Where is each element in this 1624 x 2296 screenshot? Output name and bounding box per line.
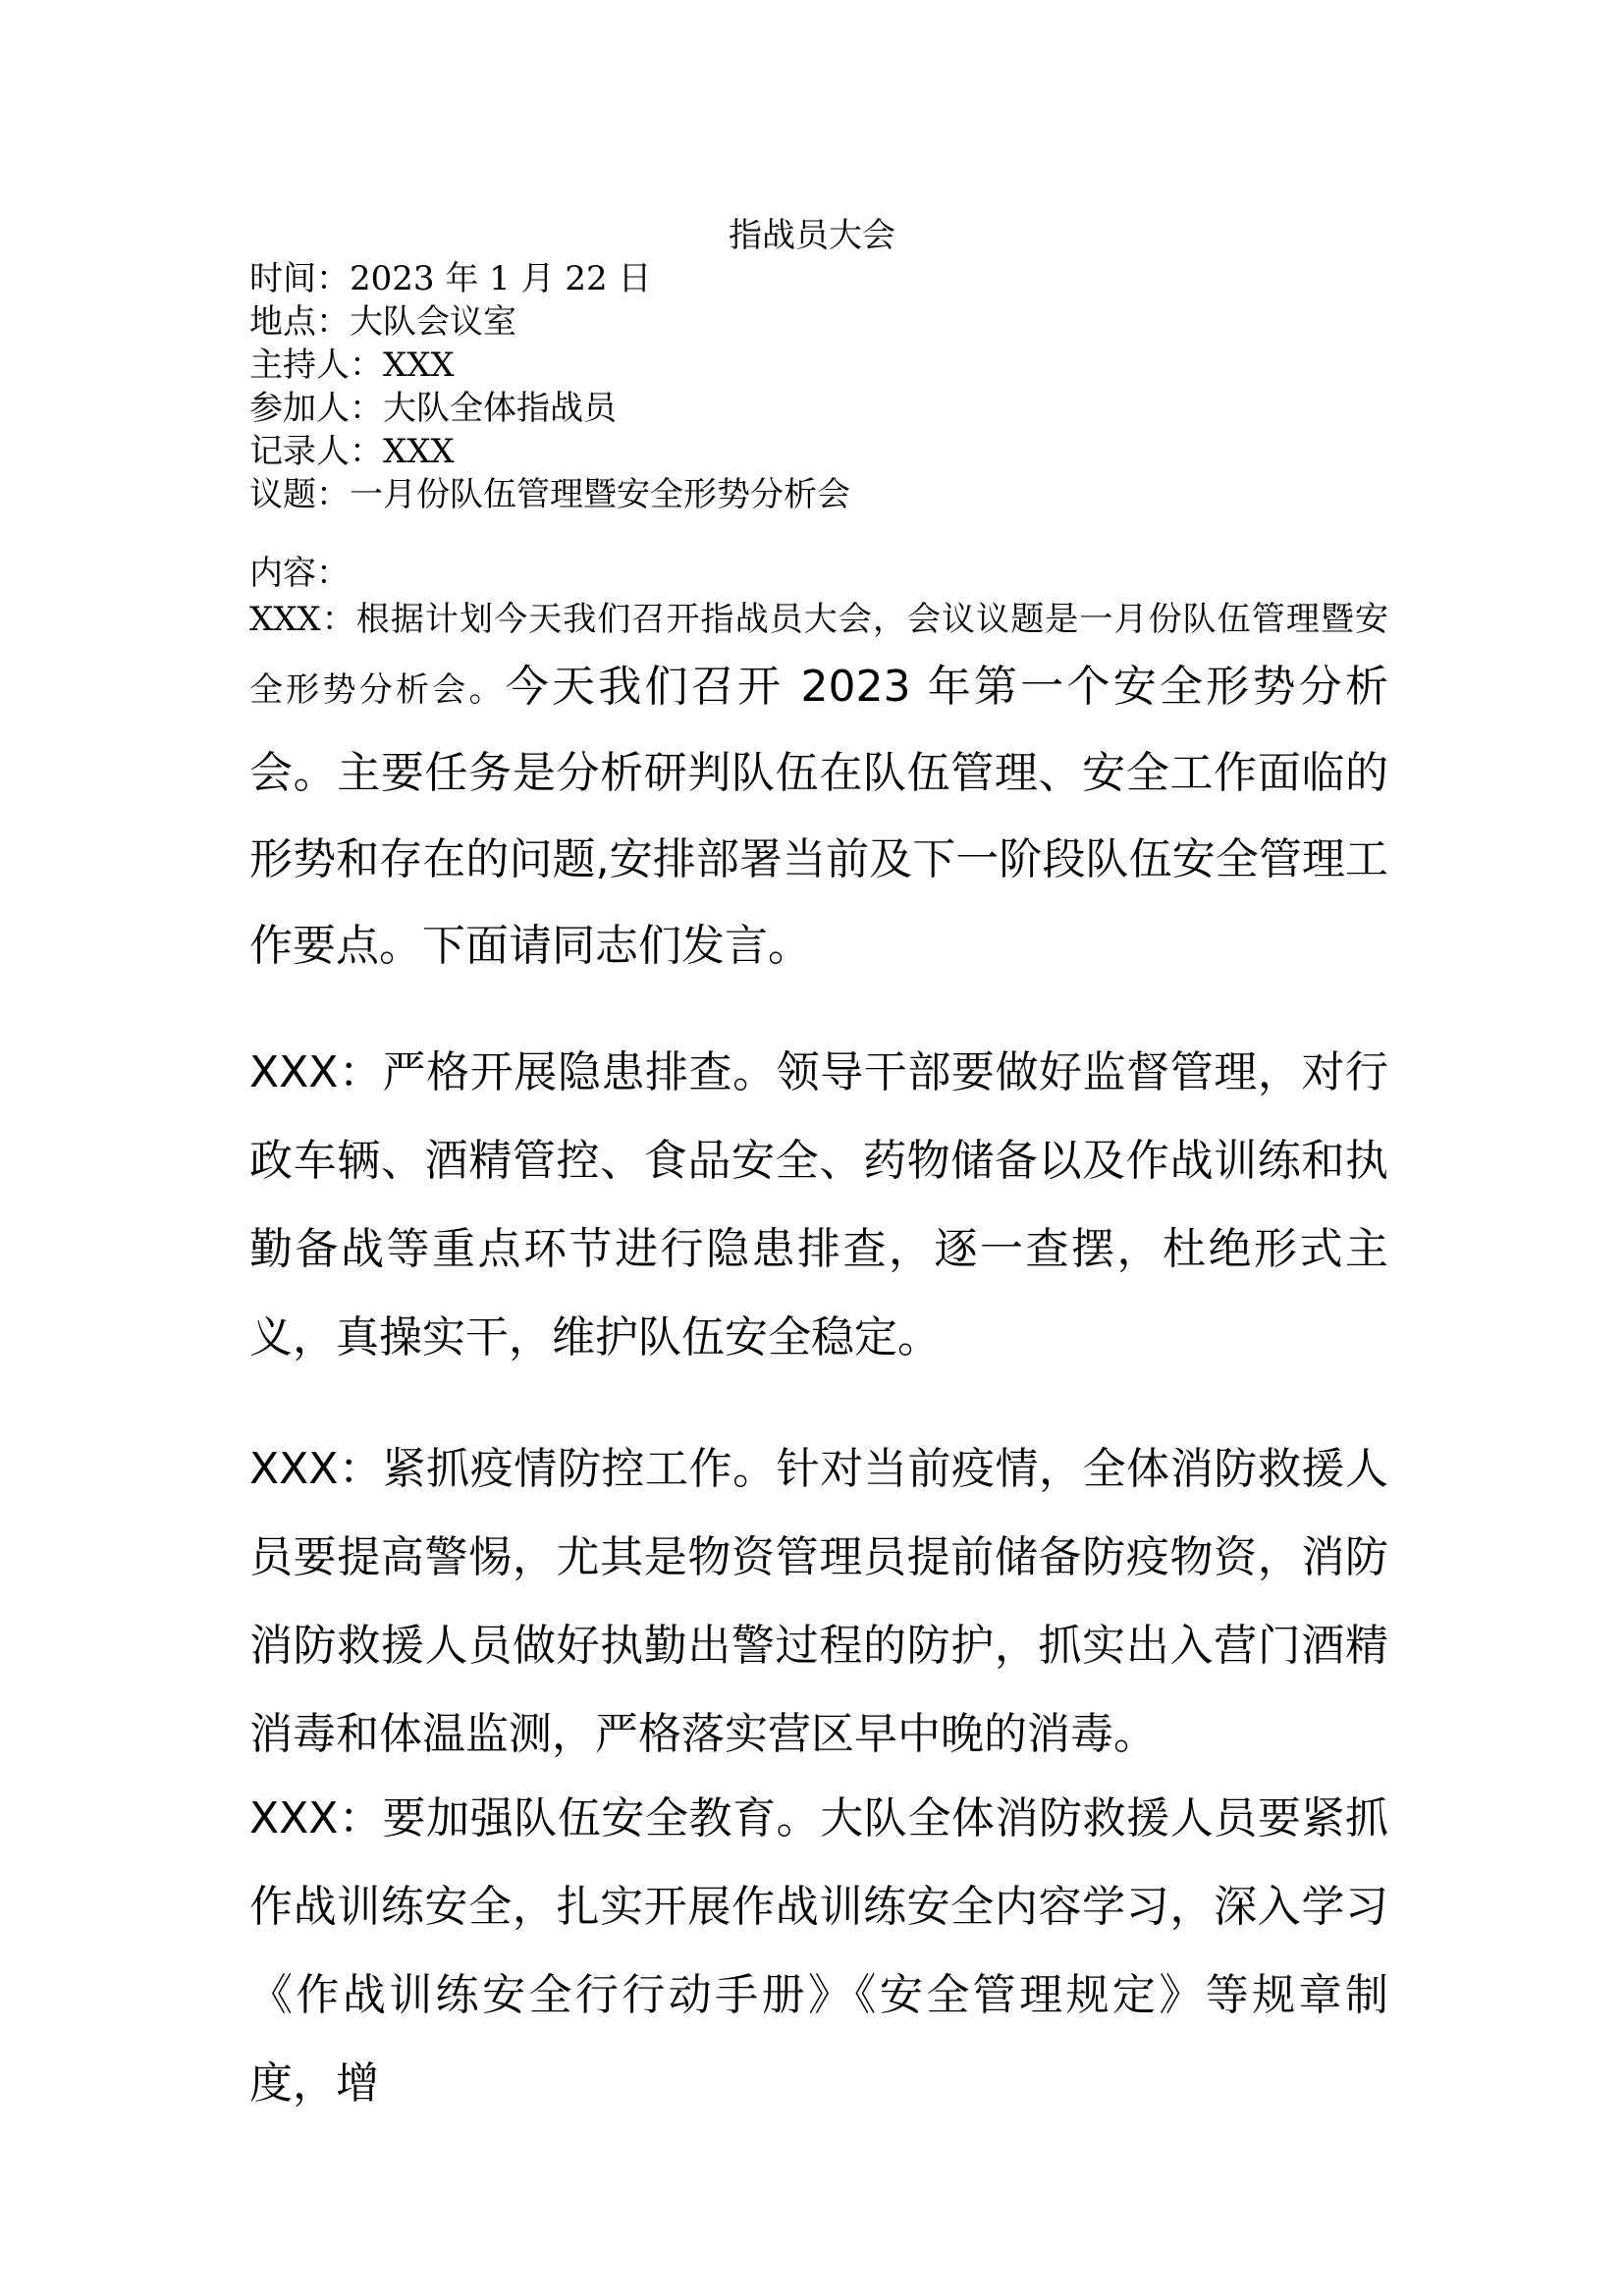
meta-time: 时间：2023 年 1 月 22 日: [249, 259, 652, 298]
meta-attendees: 参加人：大队全体指战员: [249, 389, 617, 428]
meta-location: 地点：大队会议室: [249, 302, 516, 342]
meta-topic: 议题：一月份队伍管理暨安全形势分析会: [249, 475, 850, 514]
meta-host: 主持人：XXX: [249, 346, 455, 385]
meta-recorder: 记录人：XXX: [249, 432, 455, 471]
speech-paragraph-2: XXX：紧抓疫情防控工作。针对当前疫情，全体消防救援人员要提高警惕，尤其是物资管理员提前储备防疫物资，消防消防救援人员做好执勤出警过程的防护，抓实出入营门酒精消毒和体温监测，严格落实营区早中晚的消毒。: [249, 1444, 1388, 1759]
intro-paragraph: [249, 595, 1388, 989]
meeting-meta: [249, 257, 1379, 516]
intro-sans-text: 今天我们召开 2023 年第一个安全形势分析会。主要任务是分析研判队伍在队伍管理、安全工作面临的形势和存在的问题,安排部署当前及下一阶段队伍安全管理工作要点。下面请同志们发言。: [249, 662, 1388, 971]
speech-paragraph-1: XXX：严格开展隐患排查。领导干部要做好监督管理，对行政车辆、酒精管控、食品安全、药物储备以及作战训练和执勤备战等重点环节进行隐患排查，逐一查摆，杜绝形式主义，真操实干，维护队伍安全稳定。: [249, 1047, 1388, 1362]
document-title: 指战员大会: [729, 216, 895, 255]
content-label: 内容：: [249, 554, 350, 593]
speech-paragraph-3: XXX：要加强队伍安全教育。大队全体消防救援人员要紧抓作战训练安全，扎实开展作战训练安全内容学习，深入学习《作战训练安全行行动手册》《安全管理规定》等规章制度，增: [249, 1793, 1388, 2109]
intro-serif-text: XXX：根据计划今天我们召开指战员大会，会议议题是一月份队伍管理暨安全形势分析会。: [249, 600, 1388, 710]
